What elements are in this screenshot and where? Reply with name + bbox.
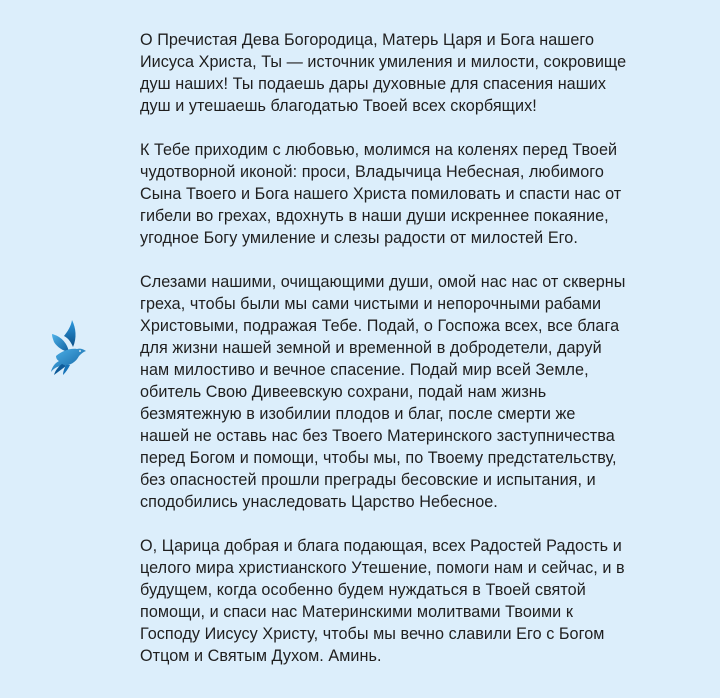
prayer-paragraph-3: Слезами нашими, очищающими души, омой нас нас от скверны греха, чтобы были мы сами чистыми и непорочными рабами Христовыми, подражая Тебе. Подай, о Госпожа всех, все блага для жизни нашей земной и временной в добродетели, даруй нам милостиво и вечное спасение. Подай мир всей Земле, обитель Свою Дивеевскую сохрани, подай нам жизнь безмятежную в изобилии плодов и благ, после смерти же нашей не оставь нас без Твоего Материнского заступничества перед Богом и помощи, чтобы мы, по Твоему предстательству, без опасностей прошли преграды бесовские и испытания, и сподобились унаследовать Царство Небесное. [140,273,626,511]
prayer-paragraph-4: О, Царица добрая и блага подающая, всех Радостей Радость и целого мира христианского Утешение, помоги нам и сейчас, и в будущем, когда особенно будем нуждаться в Твоей святой помощи, и спаси нас Материнскими молитвами Твоими к Господу Иисусу Христу, чтобы мы вечно славили Его с Богом Отцом и Святым Духом. Аминь. [140,537,625,665]
prayer-paragraph-2: К Тебе приходим с любовью, молимся на коленях перед Твоей чудотворной иконой: проси, Владычица Небесная, любимого Сына Твоего и Бога нашего Христа помиловать и спасти нас от гибели во грехах, вдохнуть в наши души искреннее покаяние, угодное Богу умиление и слезы радости от милостей Его. [140,141,622,247]
prayer-text [140,29,688,689]
dove-icon [46,318,88,376]
prayer-paragraph-1: О Пречистая Дева Богородица, Матерь Царя и Бога нашего Иисуса Христа, Ты — источник умиления и милости, сокровище душ наших! Ты подаешь дары духовные для спасения наших душ и утешаешь благодатью Твоей всех скорбящих! [140,31,627,115]
